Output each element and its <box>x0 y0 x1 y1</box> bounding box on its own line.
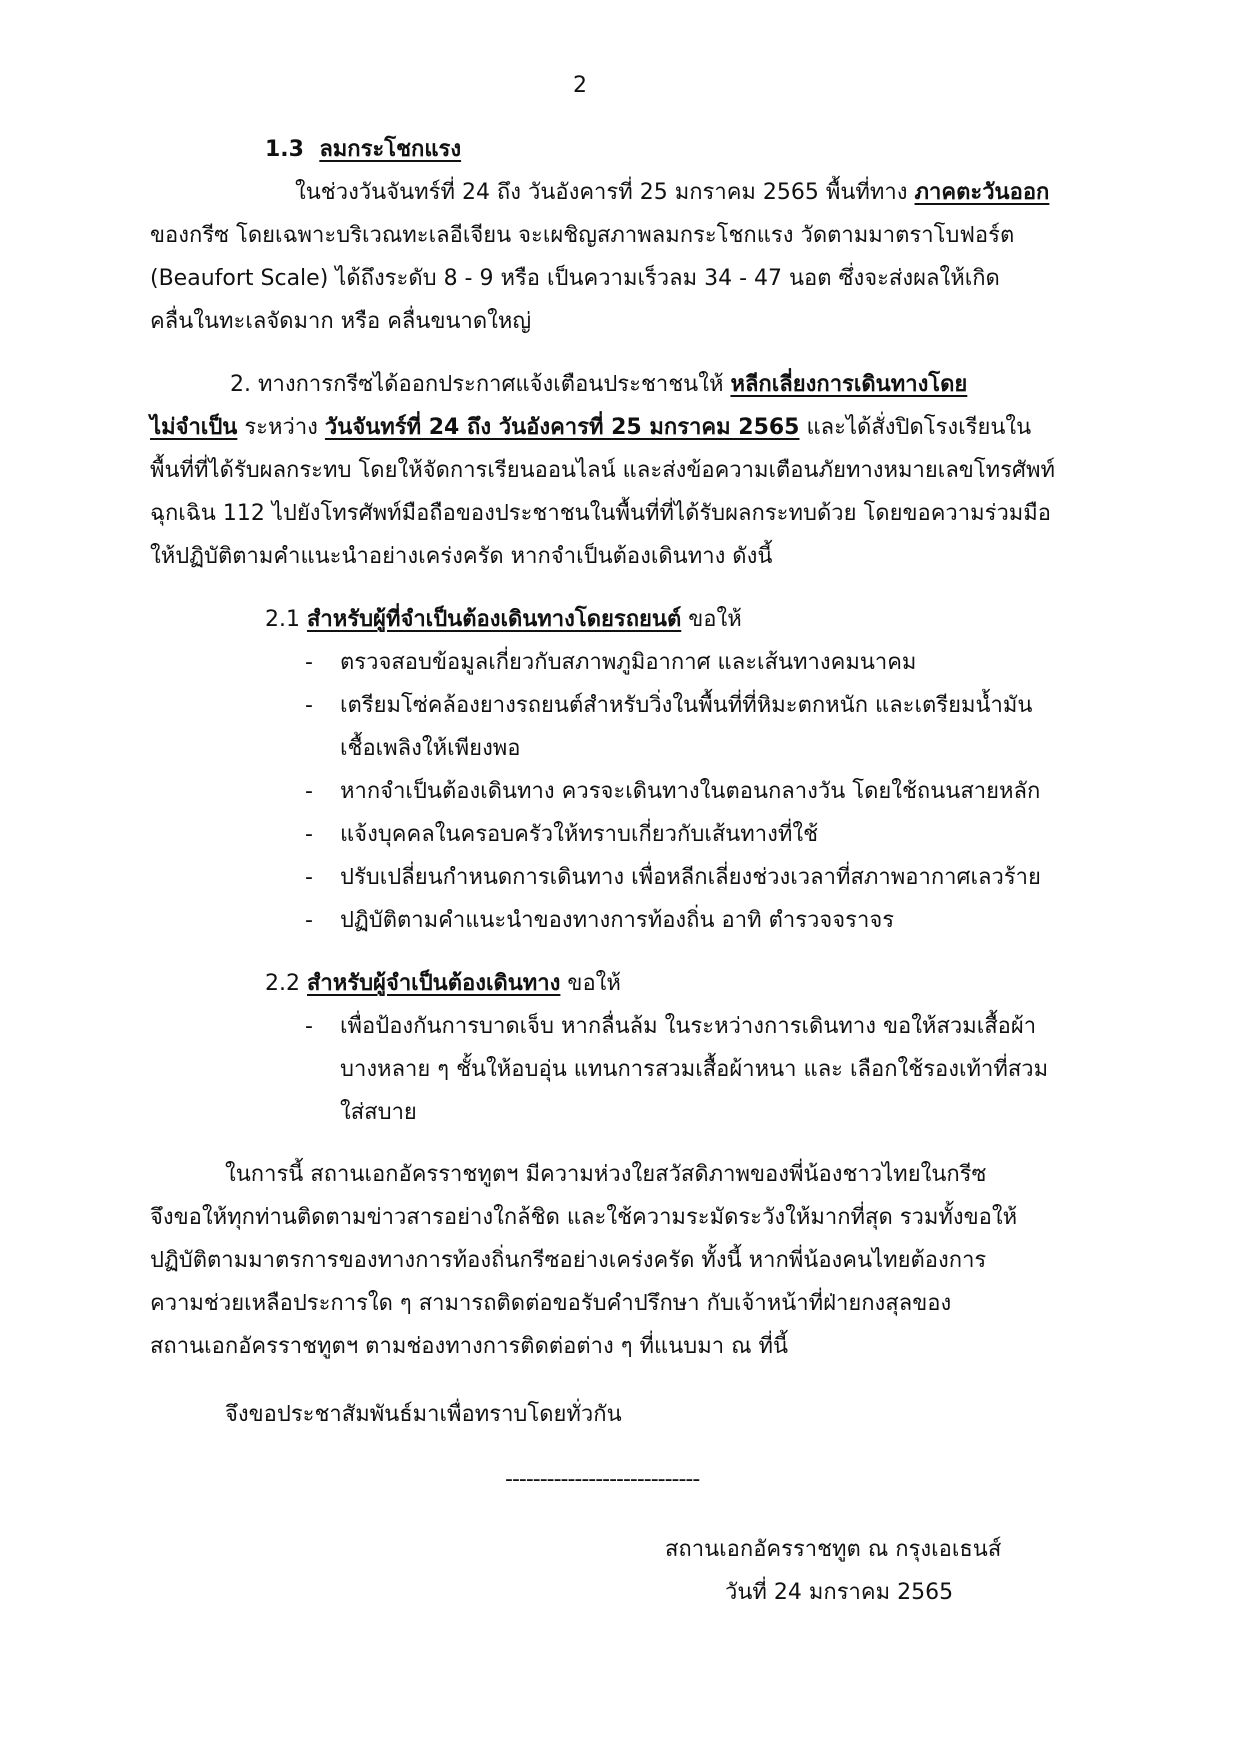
section-2-line-2 <box>150 408 1031 448</box>
section-2-2-title: สำหรับผู้จำเป็นต้องเดินทาง <box>306 971 561 996</box>
bullet-dash: - <box>305 1014 313 1039</box>
section-2-line-2-tail: และได้สั่งปิดโรงเรียนใน <box>799 415 1032 440</box>
bullet-dash: - <box>305 865 313 890</box>
bullet-dash: - <box>305 779 313 804</box>
signature-organization: สถานเอกอัครราชทูต ณ กรุงเอเธนส์ <box>665 1537 1002 1562</box>
bullet-dash: - <box>305 650 313 675</box>
section-2-between: ระหว่าง <box>237 415 325 440</box>
section-1-3-line-3: (Beaufort Scale) ได้ถึงระดับ 8 - 9 หรือ เป็นความเร็วลม 34 - 47 นอต ซึ่งจะส่งผลให้เกิด <box>150 266 1000 291</box>
section-1-3-line-2: ของกรีซ โดยเฉพาะบริเวณทะเลอีเจียน จะเผชิญสภาพลมกระโชกแรง วัดตามมาตราโบฟอร์ต <box>150 223 1015 248</box>
section-2-2-tail: ขอให้ <box>560 971 621 996</box>
list-item: ตรวจสอบข้อมูลเกี่ยวกับสภาพภูมิอากาศ และเส้นทางคมนาคม <box>340 650 917 675</box>
section-2-1-number: 2.1 <box>265 607 307 632</box>
section-1-3-line-1 <box>295 173 1049 213</box>
section-2-emphasis-avoid: หลีกเลี่ยงการเดินทางโดย <box>730 372 968 397</box>
list-item: เพื่อป้องกันการบาดเจ็บ หากลื่นล้ม ในระหว่างการเดินทาง ขอให้สวมเสื้อผ้า <box>340 1014 1037 1039</box>
list-item: แจ้งบุคคลในครอบครัวให้ทราบเกี่ยวกับเส้นทางที่ใช้ <box>340 822 819 847</box>
list-item-continuation: ใส่สบาย <box>340 1100 417 1125</box>
section-1-3-number: 1.3 <box>265 137 304 162</box>
page-number: 2 <box>573 73 587 98</box>
list-item: ปรับเปลี่ยนกำหนดการเดินทาง เพื่อหลีกเลี่ยงช่วงเวลาที่สภาพอากาศเลวร้าย <box>340 865 1041 890</box>
closing-line-5: สถานเอกอัครราชทูตฯ ตามช่องทางการติดต่อต่าง ๆ ที่แนบมา ณ ที่นี้ <box>150 1334 789 1359</box>
list-item-continuation: เชื้อเพลิงให้เพียงพอ <box>340 736 521 761</box>
list-item-continuation: บางหลาย ๆ ชั้นให้อบอุ่น แทนการสวมเสื้อผ้าหนา และ เลือกใช้รองเท้าที่สวม <box>340 1057 1049 1082</box>
section-2-line-5: ให้ปฏิบัติตามคำแนะนำอย่างเคร่งครัด หากจำเป็นต้องเดินทาง ดังนี้ <box>150 544 773 569</box>
section-2-line-4: ฉุกเฉิน 112 ไปยังโทรศัพท์มือถือของประชาชนในพื้นที่ที่ได้รับผลกระทบด้วย โดยขอความร่วมมือ <box>150 501 1052 526</box>
section-2-line-1-text: 2. ทางการกรีซได้ออกประกาศแจ้งเตือนประชาชนให้ <box>230 372 731 397</box>
section-2-emphasis-unnecessary: ไม่จำเป็น <box>150 415 238 440</box>
closing-line-1: ในการนี้ สถานเอกอัครราชทูตฯ มีความห่วงใยสวัสดิภาพของพี่น้องชาวไทยในกรีซ <box>225 1162 987 1187</box>
bullet-dash: - <box>305 693 313 718</box>
section-1-3-line-1-text: ในช่วงวันจันทร์ที่ 24 ถึง วันอังคารที่ 25 มกราคม 2565 พื้นที่ทาง <box>295 180 915 205</box>
bullet-dash: - <box>305 908 313 933</box>
section-1-3-title: ลมกระโชกแรง <box>319 137 462 162</box>
section-1-3-heading <box>265 130 461 170</box>
section-1-3-emphasis-east: ภาคตะวันออก <box>914 180 1050 205</box>
list-item: หากจำเป็นต้องเดินทาง ควรจะเดินทางในตอนกลางวัน โดยใช้ถนนสายหลัก <box>340 779 1041 804</box>
section-2-1-title: สำหรับผู้ที่จำเป็นต้องเดินทางโดยรถยนต์ <box>306 607 682 632</box>
closing-line-2: จึงขอให้ทุกท่านติดตามข่าวสารอย่างใกล้ชิด และใช้ความระมัดระวังให้มากที่สุด รวมทั้งขอให้ <box>150 1205 1018 1230</box>
section-2-emphasis-dates: วันจันทร์ที่ 24 ถึง วันอังคารที่ 25 มกราคม 2565 <box>324 415 800 440</box>
section-2-1-heading <box>265 600 742 640</box>
bullet-dash: - <box>305 822 313 847</box>
section-2-2-number: 2.2 <box>265 971 307 996</box>
divider: ---------------------------- <box>505 1467 700 1492</box>
list-item: ปฏิบัติตามคำแนะนำของทางการท้องถิ่น อาทิ ตำรวจจราจร <box>340 908 895 933</box>
section-1-3-line-4: คลื่นในทะเลจัดมาก หรือ คลื่นขนาดใหญ่ <box>150 309 532 334</box>
section-2-2-heading <box>265 964 621 1004</box>
section-2-line-1 <box>230 365 967 405</box>
list-item: เตรียมโซ่คล้องยางรถยนต์สำหรับวิ่งในพื้นที่ที่หิมะตกหนัก และเตรียมน้ำมัน <box>340 693 1033 718</box>
closing-final-line: จึงขอประชาสัมพันธ์มาเพื่อทราบโดยทั่วกัน <box>225 1402 622 1427</box>
section-2-1-tail: ขอให้ <box>681 607 742 632</box>
section-2-line-3: พื้นที่ที่ได้รับผลกระทบ โดยให้จัดการเรียนออนไลน์ และส่งข้อความเตือนภัยทางหมายเลขโทรศัพท์ <box>150 458 1055 483</box>
closing-line-3: ปฏิบัติตามมาตรการของทางการท้องถิ่นกรีซอย่างเคร่งครัด ทั้งนี้ หากพี่น้องคนไทยต้องการ <box>150 1248 987 1273</box>
signature-date: วันที่ 24 มกราคม 2565 <box>725 1580 954 1605</box>
closing-line-4: ความช่วยเหลือประการใด ๆ สามารถติดต่อขอรับคำปรึกษา กับเจ้าหน้าที่ฝ่ายกงสุลของ <box>150 1291 952 1316</box>
